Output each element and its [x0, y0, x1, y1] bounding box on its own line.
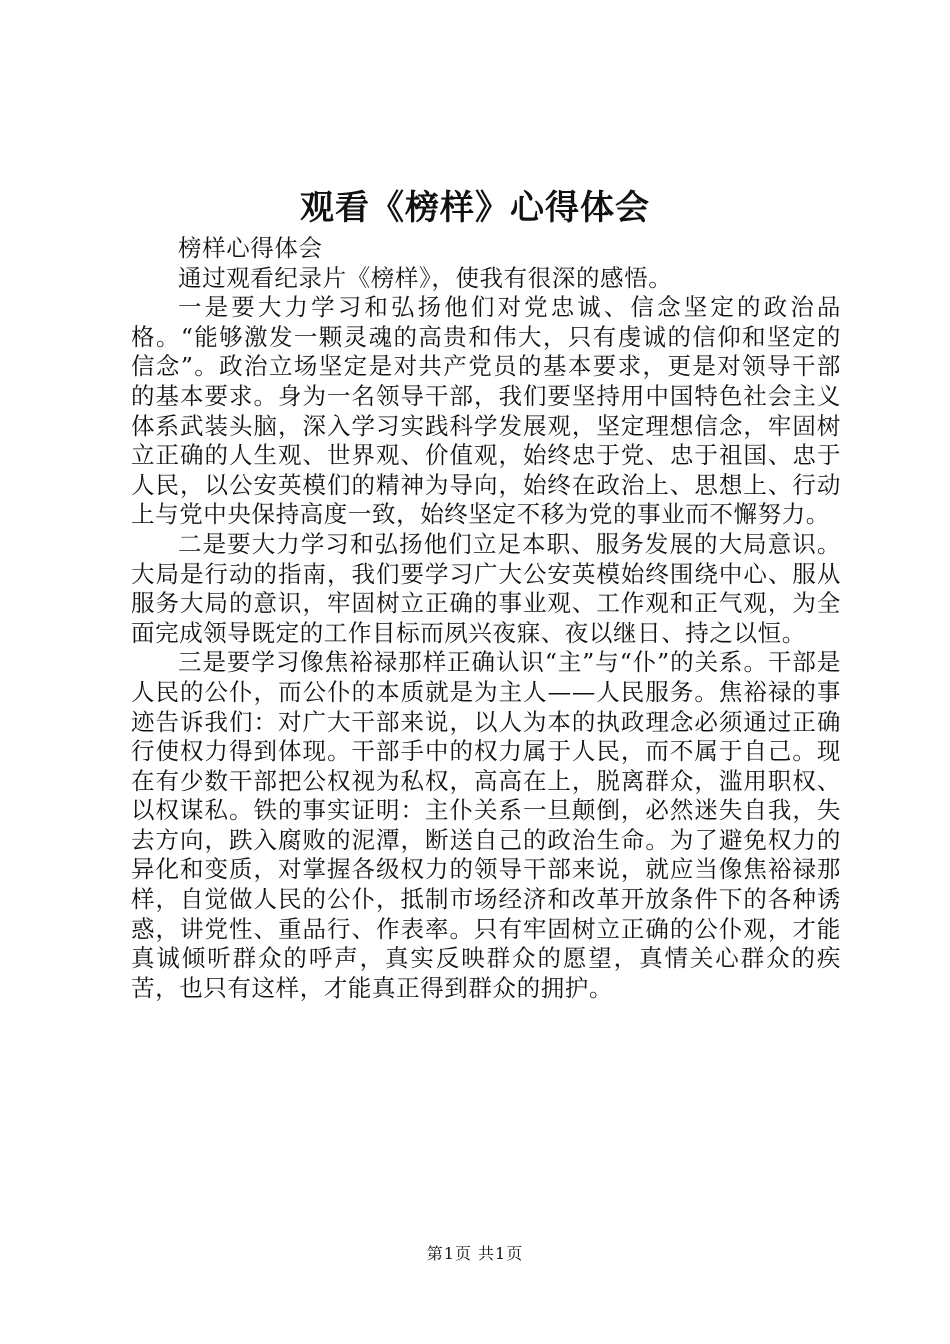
paragraph-intro: 通过观看纪录片《榜样》，使我有很深的感悟。 — [178, 263, 673, 292]
document-body — [131, 234, 841, 1003]
paragraph-point-one: 一是要大力学习和弘扬他们对党忠诚、信念坚定的政治品格。“能够激发一颗灵魂的高贵和伟大，只有虔诚的信仰和坚定的信念”。政治立场坚定是对共产党员的基本要求，更是对领导干部的基本要求。身为一名领导干部，我们要坚持用中国特色社会主义体系武装头脑，深入学习实践科学发展观，坚定理想信念，牢固树立正确的人生观、世界观、价值观，始终忠于党、忠于祖国、忠于人民，以公安英模们的精神为导向，始终在政治上、思想上、行动上与党中央保持高度一致，始终坚定不移为党的事业而不懈努力。 — [131, 293, 841, 529]
paragraph-point-three: 三是要学习像焦裕禄那样正确认识“主”与“仆”的关系。干部是人民的公仆，而公仆的本质就是为主人——人民服务。焦裕禄的事迹告诉我们：对广大干部来说，以人为本的执政理念必须通过正确行使权力得到体现。干部手中的权力属于人民，而不属于自己。现在有少数干部把公权视为私权，高高在上，脱离群众，滥用职权、以权谋私。铁的事实证明：主仆关系一旦颠倒，必然迷失自我，失去方向，跌入腐败的泥潭，断送自己的政治生命。为了避免权力的异化和变质，对掌握各级权力的领导干部来说，就应当像焦裕禄那样，自觉做人民的公仆，抵制市场经济和改革开放条件下的各种诱惑，讲党性、重品行、作表率。只有牢固树立正确的公仆观，才能真诚倾听群众的呼声，真实反映群众的愿望，真情关心群众的疾苦，也只有这样，才能真正得到群众的拥护。 — [131, 648, 841, 1002]
document-title: 观看《榜样》心得体会 — [300, 188, 650, 228]
paragraph-subtitle: 榜样心得体会 — [178, 234, 323, 262]
paragraph-point-two: 二是要大力学习和弘扬他们立足本职、服务发展的大局意识。大局是行动的指南，我们要学习广大公安英模始终围绕中心、服从服务大局的意识，牢固树立正确的事业观、工作观和正气观，为全面完成领导既定的工作目标而夙兴夜寐、夜以继日、持之以恒。 — [131, 529, 841, 647]
page-number-footer: 第1页 共1页 — [426, 1244, 524, 1263]
